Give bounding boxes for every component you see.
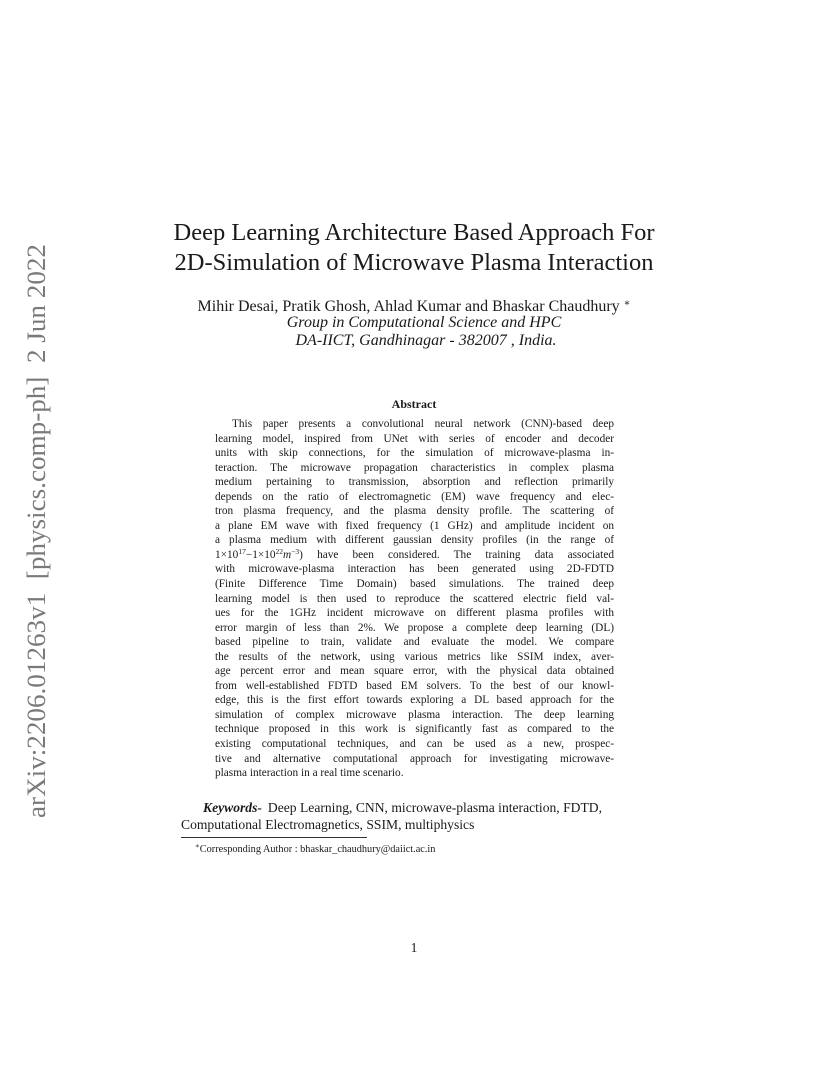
abstract-line: the results of the network, using various metrics like SSIM index, aver- — [215, 650, 614, 663]
abstract-line: existing computational techniques, and can be used as a new, prospec- — [215, 738, 614, 751]
footnote-text: Corresponding Author : bhaskar_chaudhury@daiict.ac.in — [199, 844, 436, 855]
abstract-line: based pipeline to train, validate and evaluate the model. We compare — [215, 636, 614, 649]
density-unit: m — [283, 548, 292, 561]
abstract-line: from well-established FDTD based EM solvers. To the best of our knowl- — [215, 679, 614, 692]
density-unit-exponent: −3 — [291, 546, 300, 556]
keywords-list-part-1: Deep Learning, CNN, microwave-plasma interaction, FDTD, — [267, 800, 602, 815]
abstract-density-range-line — [215, 548, 614, 563]
footnote-marker: ∗ — [195, 842, 200, 850]
abstract-line: units with skip connections, for the simulation of microwave-plasma in- — [215, 447, 614, 460]
abstract-line: depends on the ratio of electromagnetic (EM) wave frequency and elec- — [215, 490, 614, 503]
abstract-line: This paper presents a convolutional neural network (CNN)-based deep — [232, 418, 614, 430]
title-line-1: Deep Learning Architecture Based Approach For — [173, 219, 655, 246]
abstract-line: tive and alternative computational approach for investigating microwave- — [215, 752, 614, 765]
title-line-2: 2D-Simulation of Microwave Plasma Interaction — [174, 249, 654, 276]
abstract-line: ues for the 1GHz incident microwave on different plasma profiles with — [215, 607, 614, 620]
abstract-line: age percent error and mean square error, with the physical data obtained — [215, 665, 614, 678]
density-upper-exponent: 22 — [275, 546, 284, 556]
density-lower-exponent: 17 — [238, 546, 246, 556]
keywords-label: Keywords- — [203, 800, 262, 815]
abstract-body — [215, 417, 614, 781]
abstract-line: a plane EM wave with fixed frequency (1 GHz) and amplitude incident on — [215, 519, 614, 532]
abstract-line: with microwave-plasma interaction has been generated using 2D-FDTD — [215, 563, 614, 576]
abstract-line: tron plasma frequency, and the plasma density profile. The scattering of — [215, 505, 614, 518]
page-number: 1 — [410, 940, 418, 955]
abstract-line: learning model is then used to reproduce the scattered electric field val- — [215, 592, 614, 605]
abstract-line: learning model, inspired from UNet with series of encoder and decoder — [215, 432, 614, 445]
arxiv-identifier-stamp — [12, 244, 58, 818]
abstract-line: edge, this is the first effort towards exploring a DL based approach for the — [215, 694, 614, 707]
keywords-line-1 — [181, 799, 647, 816]
abstract-line: technique proposed in this work is significantly fast as compared to the — [215, 723, 614, 736]
corresponding-author-marker: ∗ — [623, 298, 631, 309]
abstract-line: medium pertaining to transmission, absorption and reflection primarily — [215, 476, 614, 489]
keywords-section — [181, 799, 647, 833]
abstract-line: (Finite Difference Time Domain) based simulations. The trained deep — [215, 578, 614, 591]
keywords-list-part-2: Computational Electromagnetics, SSIM, multiphysics — [181, 817, 475, 832]
abstract-line: teraction. The microwave propagation characteristics in complex plasma — [215, 461, 614, 474]
abstract-line: plasma interaction in a real time scenario. — [215, 767, 404, 780]
author-list — [150, 295, 678, 316]
abstract-heading: Abstract — [391, 397, 437, 411]
author-names: Mihir Desai, Pratik Ghosh, Ahlad Kumar and Bhaskar Chaudhury — [197, 298, 620, 315]
density-upper-mantissa: −1×10 — [245, 548, 276, 561]
abstract-line: simulation of complex microwave plasma interaction. The deep learning — [215, 708, 614, 721]
affiliation-group: Group in Computational Science and HPC — [286, 314, 562, 331]
density-range-rest: ) have been considered. The training data associated — [299, 548, 614, 561]
footnote — [195, 840, 435, 856]
footnote-divider — [181, 837, 367, 838]
abstract-line: error margin of less than 2%. We propose a complete deep learning (DL) — [215, 621, 614, 634]
abstract-line: a plasma medium with different gaussian density profiles (in the range of — [215, 534, 614, 547]
arxiv-stamp-text: arXiv:2206.01263v1 [physics.comp-ph] 2 Jun 2022 — [22, 267, 51, 818]
density-lower-mantissa: 1×10 — [215, 548, 239, 561]
affiliation-institute: DA-IICT, Gandhinagar - 382007 , India. — [295, 332, 557, 349]
paper-title — [150, 218, 678, 278]
